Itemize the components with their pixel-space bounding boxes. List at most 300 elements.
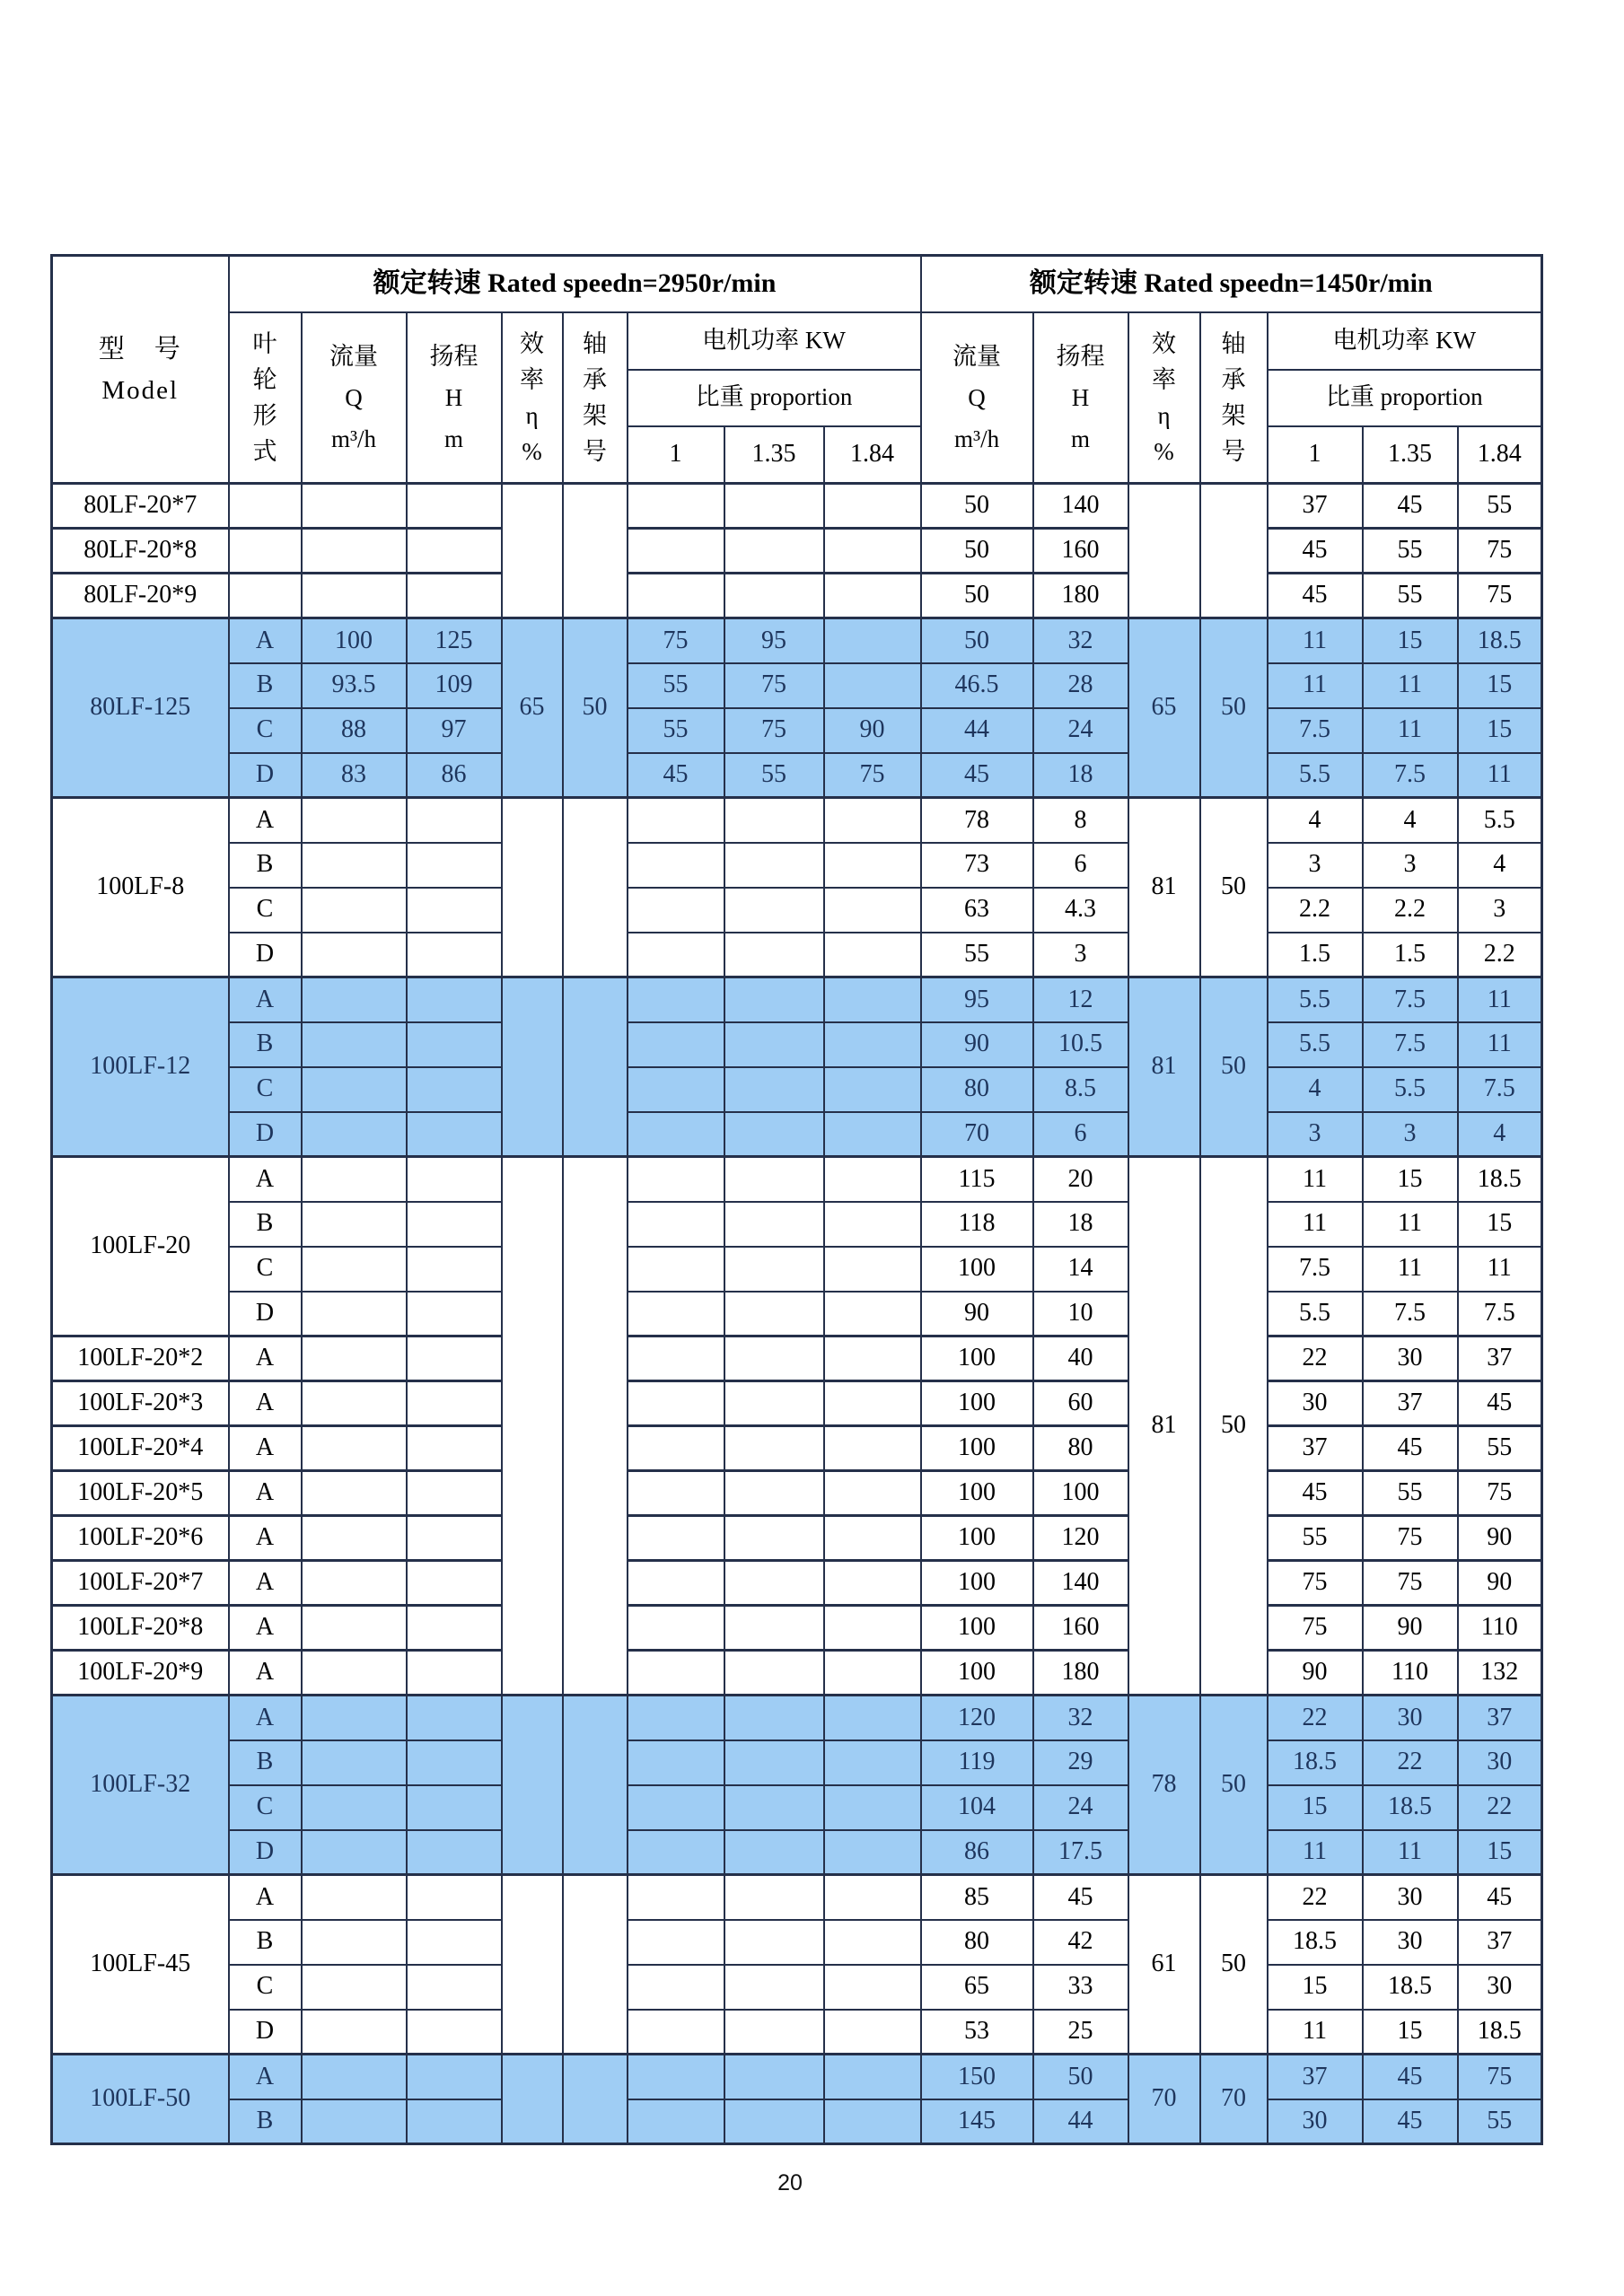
power184-1450-cell: 22 <box>1458 1785 1542 1830</box>
power184-1450-cell: 90 <box>1458 1561 1542 1606</box>
power184-2950-cell <box>824 1426 921 1471</box>
impeller-cell: A <box>229 1157 302 1202</box>
power135-2950-cell <box>724 2099 824 2144</box>
power1-1450-cell: 11 <box>1268 1157 1363 1202</box>
power135-1450-cell: 11 <box>1363 1830 1458 1875</box>
power1-2950-cell <box>628 1516 724 1561</box>
power1-1450-cell: 22 <box>1268 1696 1363 1740</box>
impeller-cell: A <box>229 1696 302 1740</box>
power184-2950-cell <box>824 1785 921 1830</box>
power184-1450-cell: 15 <box>1458 1202 1542 1247</box>
power135-2950-cell <box>724 1606 824 1651</box>
impeller-cell: D <box>229 1830 302 1875</box>
pump-spec-table <box>50 254 1543 2145</box>
impeller-header-char: 形 <box>252 401 277 429</box>
power184-2950-cell <box>824 529 921 574</box>
model-cell: 100LF-20*4 <box>52 1426 229 1471</box>
power184-1450-cell: 11 <box>1458 1247 1542 1292</box>
power1-1450-cell: 45 <box>1268 1471 1363 1516</box>
flow-1450-cell: 50 <box>921 529 1033 574</box>
power1-2950-cell <box>628 1875 724 1920</box>
flow-1450-cell: 145 <box>921 2099 1033 2144</box>
power184-2950-cell <box>824 1067 921 1112</box>
head-2950-cell <box>407 798 502 843</box>
flow-2950-cell: 100 <box>302 618 407 663</box>
power1-1450-cell: 11 <box>1268 1202 1363 1247</box>
flow-header-2950: 流量 Q m³/h <box>302 312 407 484</box>
head-1450-cell: 14 <box>1033 1247 1128 1292</box>
power135-1450-cell: 15 <box>1363 1157 1458 1202</box>
power184-1450-cell: 37 <box>1458 1696 1542 1740</box>
power135-2950-cell <box>724 1516 824 1561</box>
flow-2950-cell <box>302 1740 407 1785</box>
efficiency-1450-cell: 70 <box>1128 2055 1200 2144</box>
head-header-2950: 扬程 H m <box>407 312 502 484</box>
power135-1450-cell: 18.5 <box>1363 1965 1458 2010</box>
table-row <box>52 1875 1542 1920</box>
power184-1450-cell: 4 <box>1458 843 1542 888</box>
power1-2950-cell: 75 <box>628 618 724 663</box>
impeller-cell: C <box>229 1067 302 1112</box>
head-1450-cell: 24 <box>1033 1785 1128 1830</box>
impeller-cell: B <box>229 663 302 708</box>
table-row <box>52 798 1542 843</box>
power184-2950-cell <box>824 843 921 888</box>
head-2950-cell <box>407 1830 502 1875</box>
head-1450-cell: 60 <box>1033 1381 1128 1426</box>
power1-2950-cell <box>628 933 724 977</box>
impeller-cell: B <box>229 1740 302 1785</box>
power135-2950-cell <box>724 1965 824 2010</box>
power184-1450-cell: 11 <box>1458 1022 1542 1067</box>
power135-1450-cell: 30 <box>1363 1920 1458 1965</box>
power135-1450-cell: 37 <box>1363 1381 1458 1426</box>
power135-2950-cell <box>724 1561 824 1606</box>
table-row <box>52 1067 1542 1112</box>
head-2950-cell <box>407 1022 502 1067</box>
power184-1450-cell: 75 <box>1458 1471 1542 1516</box>
power135-2950-cell <box>724 1920 824 1965</box>
impeller-cell: A <box>229 1561 302 1606</box>
model-header-cn: 型 号 <box>98 334 182 364</box>
impeller-cell: C <box>229 1247 302 1292</box>
power184-1450-cell: 37 <box>1458 1336 1542 1381</box>
power184-2950-cell <box>824 663 921 708</box>
head-1450-cell: 100 <box>1033 1471 1128 1516</box>
head-2950-cell <box>407 1381 502 1426</box>
power184-2950-cell <box>824 1651 921 1696</box>
flow-1450-cell: 120 <box>921 1696 1033 1740</box>
power184-1450-cell: 55 <box>1458 484 1542 529</box>
power-header-1450: 电机功率 KW <box>1268 312 1542 370</box>
table-row <box>52 1292 1542 1336</box>
flow-2950-cell: 93.5 <box>302 663 407 708</box>
table-row <box>52 1426 1542 1471</box>
power1-1450-cell: 75 <box>1268 1561 1363 1606</box>
impeller-cell: A <box>229 2055 302 2099</box>
power184-1450-cell: 90 <box>1458 1516 1542 1561</box>
power1-1450-cell: 11 <box>1268 618 1363 663</box>
power1-2950-cell <box>628 1920 724 1965</box>
efficiency-1450-cell: 61 <box>1128 1875 1200 2055</box>
power1-2950-cell <box>628 1651 724 1696</box>
power135-2950-cell: 75 <box>724 708 824 753</box>
head-2950-cell <box>407 1606 502 1651</box>
power1-2950-cell <box>628 1112 724 1157</box>
impeller-cell: C <box>229 1965 302 2010</box>
bearing-2950-cell <box>563 798 628 977</box>
flow-1450-cell: 100 <box>921 1561 1033 1606</box>
power1-2950-cell: 45 <box>628 753 724 798</box>
power184-1450-cell: 30 <box>1458 1740 1542 1785</box>
impeller-cell: A <box>229 977 302 1022</box>
bearing-2950-cell <box>563 484 628 618</box>
impeller-cell: B <box>229 843 302 888</box>
impeller-cell <box>229 529 302 574</box>
impeller-cell: D <box>229 753 302 798</box>
power184-2950-cell <box>824 1471 921 1516</box>
head-1450-cell: 32 <box>1033 618 1128 663</box>
table-row <box>52 529 1542 574</box>
table-row <box>52 2010 1542 2055</box>
head-1450-cell: 8.5 <box>1033 1067 1128 1112</box>
power1-2950-cell <box>628 1157 724 1202</box>
power1-1450-cell: 11 <box>1268 663 1363 708</box>
power135-1450-cell: 7.5 <box>1363 753 1458 798</box>
proportion-value-2950-1: 1 <box>628 426 724 484</box>
power135-1450-cell: 11 <box>1363 1247 1458 1292</box>
flow-2950-cell <box>302 1157 407 1202</box>
head-1450-cell: 32 <box>1033 1696 1128 1740</box>
power1-1450-cell: 22 <box>1268 1875 1363 1920</box>
head-2950-cell <box>407 2055 502 2099</box>
head-2950-cell <box>407 484 502 529</box>
head-2950-cell: 109 <box>407 663 502 708</box>
power184-2950-cell <box>824 1920 921 1965</box>
head-2950-cell <box>407 1112 502 1157</box>
power184-2950-cell <box>824 1606 921 1651</box>
table-row <box>52 1336 1542 1381</box>
flow-1450-cell: 78 <box>921 798 1033 843</box>
power1-1450-cell: 3 <box>1268 1112 1363 1157</box>
head-2950-cell <box>407 843 502 888</box>
power184-1450-cell: 3 <box>1458 888 1542 933</box>
power1-2950-cell <box>628 1067 724 1112</box>
impeller-cell: D <box>229 933 302 977</box>
head-1450-cell: 24 <box>1033 708 1128 753</box>
flow-1450-cell: 53 <box>921 2010 1033 2055</box>
impeller-cell: B <box>229 1202 302 1247</box>
head-1450-cell: 180 <box>1033 1651 1128 1696</box>
flow-1450-cell: 119 <box>921 1740 1033 1785</box>
power184-2950-cell <box>824 1292 921 1336</box>
model-cell: 100LF-20*3 <box>52 1381 229 1426</box>
table-row <box>52 753 1542 798</box>
bearing-1450-cell: 50 <box>1200 1157 1268 1696</box>
flow-1450-cell: 55 <box>921 933 1033 977</box>
table-row <box>52 1696 1542 1740</box>
power1-1450-cell: 7.5 <box>1268 1247 1363 1292</box>
power184-2950-cell <box>824 933 921 977</box>
head-1450-cell: 25 <box>1033 2010 1128 2055</box>
power1-2950-cell <box>628 843 724 888</box>
flow-2950-cell <box>302 933 407 977</box>
head-1450-cell: 80 <box>1033 1426 1128 1471</box>
power135-1450-cell: 1.5 <box>1363 933 1458 977</box>
flow-1450-cell: 90 <box>921 1292 1033 1336</box>
head-1450-cell: 28 <box>1033 663 1128 708</box>
power135-2950-cell <box>724 1696 824 1740</box>
power135-1450-cell: 45 <box>1363 1426 1458 1471</box>
efficiency-2950-cell <box>502 484 563 618</box>
efficiency-2950-cell: 65 <box>502 618 563 798</box>
power135-2950-cell <box>724 2010 824 2055</box>
power1-1450-cell: 15 <box>1268 1965 1363 2010</box>
flow-1450-cell: 100 <box>921 1651 1033 1696</box>
head-1450-cell: 44 <box>1033 2099 1128 2144</box>
power184-1450-cell: 11 <box>1458 977 1542 1022</box>
power1-1450-cell: 18.5 <box>1268 1920 1363 1965</box>
power184-1450-cell: 132 <box>1458 1651 1542 1696</box>
power1-1450-cell: 2.2 <box>1268 888 1363 933</box>
power184-1450-cell: 55 <box>1458 1426 1542 1471</box>
power184-1450-cell: 18.5 <box>1458 618 1542 663</box>
flow-1450-cell: 100 <box>921 1426 1033 1471</box>
table-row <box>52 618 1542 663</box>
power184-2950-cell <box>824 1247 921 1292</box>
power1-2950-cell <box>628 1965 724 2010</box>
efficiency-1450-cell: 81 <box>1128 798 1200 977</box>
model-cell: 100LF-20*2 <box>52 1336 229 1381</box>
power135-1450-cell: 45 <box>1363 2099 1458 2144</box>
head-2950-cell <box>407 933 502 977</box>
bearing-1450-cell: 50 <box>1200 798 1268 977</box>
head-1450-cell: 140 <box>1033 484 1128 529</box>
flow-2950-cell <box>302 1651 407 1696</box>
head-2950-cell <box>407 1471 502 1516</box>
power135-2950-cell <box>724 1157 824 1202</box>
power135-2950-cell <box>724 1875 824 1920</box>
power1-1450-cell: 15 <box>1268 1785 1363 1830</box>
bearing-2950-cell <box>563 1696 628 1875</box>
flow-1450-cell: 46.5 <box>921 663 1033 708</box>
power184-2950-cell: 90 <box>824 708 921 753</box>
head-1450-cell: 18 <box>1033 753 1128 798</box>
efficiency-2950-cell <box>502 977 563 1157</box>
impeller-cell: D <box>229 1112 302 1157</box>
head-1450-cell: 120 <box>1033 1516 1128 1561</box>
power135-2950-cell <box>724 484 824 529</box>
power135-1450-cell: 11 <box>1363 663 1458 708</box>
power1-1450-cell: 5.5 <box>1268 753 1363 798</box>
power135-1450-cell: 3 <box>1363 843 1458 888</box>
flow-2950-cell <box>302 1696 407 1740</box>
head-header-1450: 扬程 H m <box>1033 312 1128 484</box>
head-1450-cell: 10 <box>1033 1292 1128 1336</box>
power184-2950-cell <box>824 977 921 1022</box>
head-2950-cell <box>407 1875 502 1920</box>
power184-2950-cell <box>824 1516 921 1561</box>
flow-2950-cell <box>302 574 407 618</box>
flow-1450-cell: 100 <box>921 1516 1033 1561</box>
power184-2950-cell <box>824 1830 921 1875</box>
power135-1450-cell: 30 <box>1363 1696 1458 1740</box>
impeller-cell: A <box>229 618 302 663</box>
power184-1450-cell: 30 <box>1458 1965 1542 2010</box>
flow-1450-cell: 50 <box>921 618 1033 663</box>
impeller-cell: C <box>229 1785 302 1830</box>
power1-1450-cell: 37 <box>1268 484 1363 529</box>
proportion-value-1450-184: 1.84 <box>1458 426 1542 484</box>
flow-2950-cell <box>302 1292 407 1336</box>
table-row <box>52 977 1542 1022</box>
impeller-cell: B <box>229 1022 302 1067</box>
flow-2950-cell: 83 <box>302 753 407 798</box>
power135-2950-cell <box>724 1292 824 1336</box>
flow-1450-cell: 50 <box>921 484 1033 529</box>
power1-2950-cell <box>628 1247 724 1292</box>
head-1450-cell: 10.5 <box>1033 1022 1128 1067</box>
head-2950-cell <box>407 1067 502 1112</box>
head-2950-cell <box>407 1292 502 1336</box>
power1-1450-cell: 4 <box>1268 798 1363 843</box>
power1-2950-cell <box>628 1785 724 1830</box>
table-row <box>52 1157 1542 1202</box>
power1-2950-cell <box>628 1561 724 1606</box>
power135-2950-cell <box>724 1112 824 1157</box>
power184-1450-cell: 11 <box>1458 753 1542 798</box>
power1-1450-cell: 30 <box>1268 1381 1363 1426</box>
page-number: 20 <box>777 2170 803 2195</box>
impeller-header-char: 轮 <box>252 365 277 393</box>
head-2950-cell <box>407 1202 502 1247</box>
impeller-cell: A <box>229 1471 302 1516</box>
head-1450-cell: 18 <box>1033 1202 1128 1247</box>
power135-2950-cell <box>724 933 824 977</box>
flow-1450-cell: 115 <box>921 1157 1033 1202</box>
power135-1450-cell: 110 <box>1363 1651 1458 1696</box>
power135-2950-cell <box>724 888 824 933</box>
efficiency-header-1450: 效 率 η % <box>1128 312 1200 484</box>
flow-2950-cell <box>302 1471 407 1516</box>
power1-2950-cell <box>628 1336 724 1381</box>
power184-1450-cell: 7.5 <box>1458 1292 1542 1336</box>
flow-1450-cell: 70 <box>921 1112 1033 1157</box>
power1-2950-cell <box>628 888 724 933</box>
power135-2950-cell <box>724 1202 824 1247</box>
power184-1450-cell: 7.5 <box>1458 1067 1542 1112</box>
efficiency-2950-cell <box>502 1696 563 1875</box>
model-cell: 100LF-20*6 <box>52 1516 229 1561</box>
flow-1450-cell: 118 <box>921 1202 1033 1247</box>
proportion-value-2950-135: 1.35 <box>724 426 824 484</box>
model-cell: 100LF-50 <box>52 2055 229 2144</box>
table-row <box>52 1920 1542 1965</box>
power184-2950-cell: 75 <box>824 753 921 798</box>
flow-2950-cell <box>302 1112 407 1157</box>
impeller-cell <box>229 574 302 618</box>
power184-1450-cell: 15 <box>1458 663 1542 708</box>
power135-1450-cell: 3 <box>1363 1112 1458 1157</box>
flow-2950-cell <box>302 1875 407 1920</box>
power1-2950-cell <box>628 1022 724 1067</box>
power135-2950-cell <box>724 1830 824 1875</box>
efficiency-2950-cell <box>502 1875 563 2055</box>
head-1450-cell: 140 <box>1033 1561 1128 1606</box>
flow-1450-cell: 86 <box>921 1830 1033 1875</box>
bearing-1450-cell: 70 <box>1200 2055 1268 2144</box>
power1-1450-cell: 7.5 <box>1268 708 1363 753</box>
power135-2950-cell <box>724 1067 824 1112</box>
head-1450-cell: 20 <box>1033 1157 1128 1202</box>
power184-1450-cell: 75 <box>1458 2055 1542 2099</box>
flow-2950-cell <box>302 1381 407 1426</box>
flow-2950-cell <box>302 1426 407 1471</box>
power184-1450-cell: 15 <box>1458 708 1542 753</box>
power135-1450-cell: 55 <box>1363 1471 1458 1516</box>
bearing-2950-cell <box>563 1875 628 2055</box>
power184-1450-cell: 55 <box>1458 2099 1542 2144</box>
power135-2950-cell <box>724 1785 824 1830</box>
power135-2950-cell <box>724 529 824 574</box>
efficiency-header-2950: 效 率 η % <box>502 312 563 484</box>
flow-2950-cell <box>302 977 407 1022</box>
power1-2950-cell <box>628 1426 724 1471</box>
flow-2950-cell <box>302 1202 407 1247</box>
power135-1450-cell: 90 <box>1363 1606 1458 1651</box>
proportion-value-2950-184: 1.84 <box>824 426 921 484</box>
flow-2950-cell <box>302 2099 407 2144</box>
power135-2950-cell <box>724 1022 824 1067</box>
head-2950-cell <box>407 529 502 574</box>
impeller-cell: A <box>229 798 302 843</box>
head-2950-cell <box>407 1920 502 1965</box>
power135-2950-cell <box>724 977 824 1022</box>
speed-header-1450: 额定转速 Rated speedn=1450r/min <box>921 256 1542 312</box>
power135-1450-cell: 5.5 <box>1363 1067 1458 1112</box>
power1-1450-cell: 11 <box>1268 2010 1363 2055</box>
power184-2950-cell <box>824 1157 921 1202</box>
flow-1450-cell: 95 <box>921 977 1033 1022</box>
table-row <box>52 484 1542 529</box>
efficiency-1450-cell <box>1128 484 1200 618</box>
power1-1450-cell: 4 <box>1268 1067 1363 1112</box>
flow-1450-cell: 100 <box>921 1606 1033 1651</box>
model-cell: 100LF-20*9 <box>52 1651 229 1696</box>
flow-2950-cell <box>302 1336 407 1381</box>
efficiency-1450-cell: 78 <box>1128 1696 1200 1875</box>
power184-1450-cell: 5.5 <box>1458 798 1542 843</box>
power135-1450-cell: 22 <box>1363 1740 1458 1785</box>
flow-2950-cell <box>302 529 407 574</box>
flow-1450-cell: 73 <box>921 843 1033 888</box>
impeller-cell: A <box>229 1606 302 1651</box>
efficiency-1450-cell: 81 <box>1128 1157 1200 1696</box>
efficiency-2950-cell <box>502 1157 563 1696</box>
power184-1450-cell: 37 <box>1458 1920 1542 1965</box>
power184-2950-cell <box>824 888 921 933</box>
flow-2950-cell <box>302 1561 407 1606</box>
power1-2950-cell <box>628 484 724 529</box>
power1-1450-cell: 75 <box>1268 1606 1363 1651</box>
impeller-cell: A <box>229 1516 302 1561</box>
flow-1450-cell: 63 <box>921 888 1033 933</box>
power184-1450-cell: 75 <box>1458 529 1542 574</box>
impeller-cell: A <box>229 1426 302 1471</box>
model-cell: 100LF-20*5 <box>52 1471 229 1516</box>
power1-2950-cell <box>628 2099 724 2144</box>
flow-2950-cell <box>302 1606 407 1651</box>
